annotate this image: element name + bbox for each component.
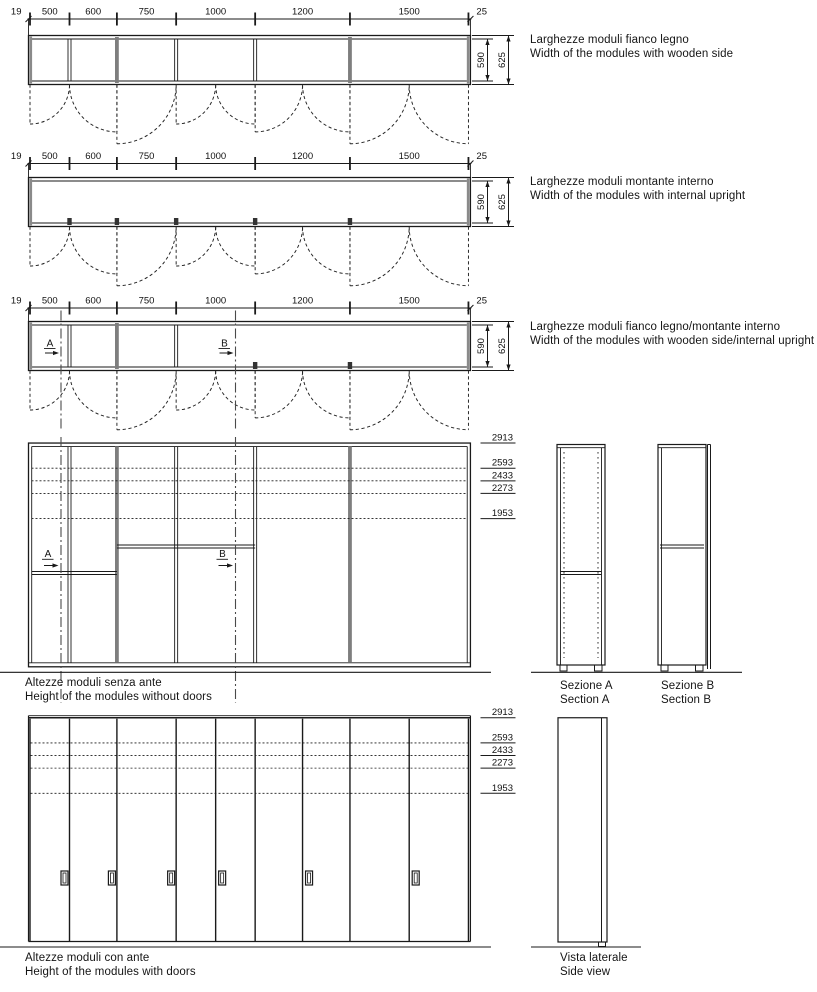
caption-line-en: Height of the modules without doors [25,691,212,703]
side-panel [467,323,470,370]
side-view [531,718,641,947]
caption-side-view [560,951,680,979]
upright-tick [253,218,257,225]
dim-label-left-gap: 19 [10,151,22,162]
height-label: 2913 [491,432,513,444]
door-swing-arc [117,85,176,144]
door-swing-arc [303,85,350,132]
dim-tick [69,13,71,26]
dim-tick [29,13,31,26]
dim-tick [69,157,71,170]
caption-elevation-open [25,676,325,704]
height-label: 1953 [491,508,513,520]
elevation-without-doors [0,433,516,703]
plan-row-panels [11,7,514,144]
foot [661,665,668,671]
side-panel [30,323,33,370]
dim-tick [468,13,470,26]
dim-label-module: 500 [41,151,58,162]
dim-arrowhead [485,39,489,45]
divider-thick [348,37,352,83]
side-panel [467,179,470,226]
upright-tick [253,362,257,369]
dim-label-module: 1000 [205,6,227,18]
upright-tick [115,218,119,225]
dim-tick [349,13,351,26]
cabinet-outline [29,178,471,227]
section-views [531,445,742,673]
section-cut-letter: B [221,338,228,350]
caption-line-en: Width of the modules with internal upright [530,190,746,202]
dim-tick [254,13,256,26]
door-swing-arc [30,371,70,411]
dim-label-module: 750 [138,295,155,307]
dim-arrowhead [506,322,510,328]
dim-arrowhead [506,36,510,42]
depth-dim-label-inner: 590 [476,338,487,354]
dim-tick [116,302,118,315]
dim-label-module: 1200 [291,295,314,307]
caption-line-en: Section A [560,694,610,706]
section-cut-letter: B [219,549,226,560]
dim-tick [175,13,177,26]
door-swing-arc [350,371,409,430]
height-label: 2433 [491,745,513,757]
dim-label-right-gap: 25 [476,295,488,307]
section-cut-letter: A [44,549,52,560]
caption-line-it: Vista laterale [560,952,628,964]
height-label: 1953 [491,782,513,794]
door-swing-arc [216,85,256,125]
upright-tick [174,218,178,225]
door-swing-arc [70,85,117,132]
divider-thick [115,323,119,369]
caption-line-en: Section B [661,694,712,706]
dim-arrowhead [506,221,510,227]
caption-line-it: Altezze moduli con ante [25,952,150,964]
dim-tick [29,157,31,170]
depth-dim-label-outer: 625 [497,194,508,210]
dim-tick [349,157,351,170]
dim-arrowhead [506,79,510,85]
height-label: 2273 [491,482,513,494]
door-swing-arc [70,227,117,274]
dim-label-module: 600 [85,6,102,18]
plan-row-uprights [11,151,514,286]
caption-line-en: Height of the modules with doors [25,966,196,978]
section-cut-letter: A [46,338,54,350]
caption-plan-mixed [530,320,815,348]
door-swing-arc [255,85,302,132]
height-label: 2433 [491,470,513,482]
caption-line-en: Width of the modules with wooden side/internal upright [530,335,815,347]
dim-label-module: 1500 [398,295,420,307]
dim-tick [468,157,470,170]
caption-plan-internal-upright [530,175,815,203]
depth-dim-label-outer: 625 [497,338,508,354]
dim-tick [116,157,118,170]
door-swing-arc [30,85,70,125]
caption-line-it: Altezze moduli senza ante [25,677,162,689]
height-label: 2273 [491,757,513,769]
side-panel [30,37,33,84]
dim-arrowhead [485,325,489,331]
dim-label-left-gap: 19 [10,295,22,307]
dim-arrowhead [485,181,489,187]
side-view-outline [558,718,607,942]
door-swing-arc [176,371,216,411]
height-label: 2593 [491,457,513,469]
divider-thick [348,447,352,663]
dim-label-module: 600 [85,295,102,307]
dim-label-module: 1000 [205,151,227,162]
dim-tick [254,157,256,170]
caption-line-it: Sezione B [661,680,715,692]
height-label: 2913 [491,707,513,719]
depth-dim-label-outer: 625 [497,52,508,68]
door-swing-arc [176,227,216,267]
foot [599,942,606,947]
height-label: 2593 [491,732,513,744]
caption-plan-wooden-side [530,33,815,61]
elevation-with-doors [0,707,516,947]
dim-arrowhead [485,75,489,81]
door-swing-arc [117,227,176,286]
side-panel [467,37,470,84]
door-swing-arc [350,227,409,286]
dim-label-module: 1500 [398,151,420,162]
cabinet-outline [29,322,471,371]
dim-label-module: 1200 [291,151,314,162]
dim-tick [116,13,118,26]
door-swing-arc [216,227,256,267]
caption-line-it: Larghezze moduli fianco legno [530,34,689,46]
dim-label-module: 600 [85,151,102,162]
door-swing-arc [117,371,176,430]
dim-arrowhead [485,217,489,223]
caption-elevation-doors [25,951,325,979]
caption-line-en: Side view [560,966,611,978]
upright-tick [348,218,352,225]
cabinet-outline [29,443,471,667]
door-swing-arc [409,85,468,144]
dim-label-module: 1500 [398,6,420,18]
dim-label-right-gap: 25 [476,6,488,18]
upright-tick [67,218,71,225]
foot [696,665,704,671]
door-swing-arc [350,85,409,144]
dim-label-module: 1200 [291,6,314,18]
dim-arrowhead [485,361,489,367]
dim-label-module: 1000 [205,295,227,307]
foot [560,665,567,671]
dim-tick [254,302,256,315]
upright-tick [348,362,352,369]
depth-dim-label-inner: 590 [476,52,487,68]
door-swing-arc [409,371,468,430]
dim-label-module: 750 [138,151,155,162]
depth-dim-label-inner: 590 [476,194,487,210]
dim-tick [69,302,71,315]
dim-label-module: 500 [41,295,58,307]
dim-arrowhead [506,365,510,371]
dim-tick [175,302,177,315]
cabinet-outline [29,36,471,85]
caption-section-b [661,679,756,707]
door-swing-arc [409,227,468,286]
dim-label-module: 500 [41,6,58,18]
door-swing-arc [30,227,70,267]
door-swing-arc [303,371,350,418]
door-swing-arc [176,85,216,125]
section-cut-arrowhead [53,563,59,567]
divider-thick [115,447,119,663]
plan-row-mixed [11,296,514,430]
foot [595,665,603,671]
section-b-outline [658,445,706,666]
caption-line-it: Larghezze moduli montante interno [530,176,714,188]
dim-tick [349,302,351,315]
dim-tick [175,157,177,170]
door-swing-arc [255,371,302,418]
door-swing-arc [255,227,302,274]
section-cut-arrowhead [53,351,59,355]
dim-arrowhead [506,178,510,184]
divider-thick [115,37,119,83]
section-cut-arrowhead [228,351,234,355]
caption-section-a [560,679,655,707]
dim-label-module: 750 [138,6,155,18]
section-cut-arrowhead [227,563,233,567]
door-swing-arc [70,371,117,418]
door-swing-arc [303,227,350,274]
caption-line-it: Sezione A [560,680,613,692]
caption-line-en: Width of the modules with wooden side [530,48,734,60]
dim-tick [29,302,31,315]
dim-label-left-gap: 19 [10,6,22,18]
caption-line-it: Larghezze moduli fianco legno/montante interno [530,321,781,333]
dim-label-right-gap: 25 [476,151,488,162]
side-panel [30,179,33,226]
dim-tick [468,302,470,315]
